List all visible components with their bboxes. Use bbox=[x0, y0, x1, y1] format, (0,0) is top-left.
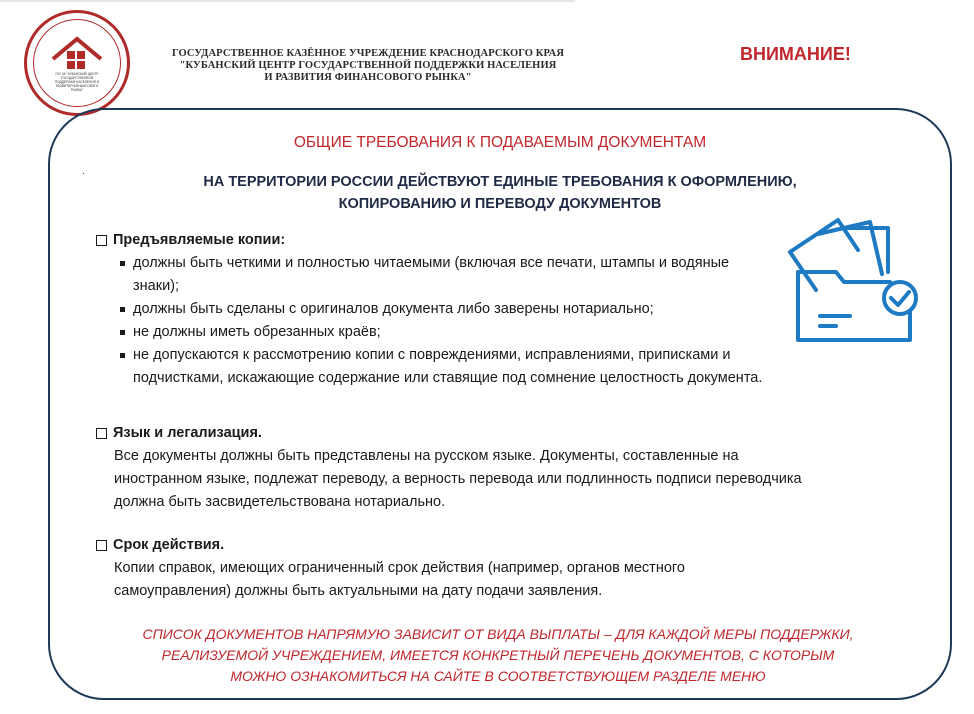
panel-dot: . bbox=[82, 166, 85, 177]
section-validity-text: Копии справок, имеющих ограниченный срок действия (например, органов местного самоуправления) должны быть актуальными на дату подачи заявления. bbox=[114, 560, 685, 599]
section-language-text: Все документы должны быть представлены на русском языке. Документы, составленные на иностранном языке, подлежат переводу, а верность перевода или подлинность подписи переводчика должна быть засвидетельствована нотариально. bbox=[114, 448, 802, 510]
organization-name bbox=[158, 48, 578, 84]
subtitle bbox=[100, 171, 900, 215]
subtitle-line-2: КОПИРОВАНИЮ И ПЕРЕВОДУ ДОКУМЕНТОВ bbox=[338, 196, 662, 212]
checkbox-icon bbox=[96, 428, 107, 439]
org-line-3: И РАЗВИТИЯ ФИНАНСОВОГО РЫНКА" bbox=[264, 72, 472, 83]
svg-text:ГКУ КК "КУБАНСКИЙ ЦЕНТР: ГКУ КК "КУБАНСКИЙ ЦЕНТР bbox=[55, 72, 99, 76]
footer-line-1: СПИСОК ДОКУМЕНТОВ НАПРЯМУЮ ЗАВИСИТ ОТ ВИДА ВЫПЛАТЫ – ДЛЯ КАЖДОЙ МЕРЫ ПОДДЕРЖКИ, bbox=[142, 626, 854, 642]
org-line-1: ГОСУДАРСТВЕННОЕ КАЗЁННОЕ УЧРЕЖДЕНИЕ КРАСНОДАРСКОГО КРАЯ bbox=[171, 48, 565, 59]
list-item: не должны иметь обрезанных краёв; bbox=[120, 321, 808, 344]
section-copies bbox=[96, 229, 808, 390]
section-language-heading bbox=[96, 422, 808, 445]
house-logo-icon bbox=[27, 13, 127, 113]
subtitle-line-1: НА ТЕРРИТОРИИ РОССИИ ДЕЙСТВУЮТ ЕДИНЫЕ ТРЕБОВАНИЯ К ОФОРМЛЕНИЮ, bbox=[203, 174, 797, 190]
documents-checkmark-icon bbox=[778, 212, 928, 352]
svg-text:РАЗВИТИЯ ФИНАНСОВОГО: РАЗВИТИЯ ФИНАНСОВОГО bbox=[55, 84, 99, 88]
checkbox-icon bbox=[96, 540, 107, 551]
svg-text:ГОСУДАРСТВЕННОЙ: ГОСУДАРСТВЕННОЙ bbox=[60, 76, 94, 80]
section-copies-heading bbox=[96, 229, 808, 252]
org-line-2: "КУБАНСКИЙ ЦЕНТР ГОСУДАРСТВЕННОЙ ПОДДЕРЖКИ НАСЕЛЕНИЯ bbox=[179, 60, 557, 71]
checkbox-icon bbox=[96, 235, 107, 246]
svg-text:ПОДДЕРЖКИ НАСЕЛЕНИЯ И: ПОДДЕРЖКИ НАСЕЛЕНИЯ И bbox=[54, 80, 100, 84]
attention-label: ВНИМАНИЕ! bbox=[740, 44, 851, 64]
footer-line-2: РЕАЛИЗУЕМОЙ УЧРЕЖДЕНИЕМ, ИМЕЕТСЯ КОНКРЕТНЫЙ ПЕРЕЧЕНЬ ДОКУМЕНТОВ, С КОТОРЫМ bbox=[161, 647, 835, 663]
footer-note bbox=[88, 624, 908, 687]
section-validity bbox=[96, 534, 776, 603]
section-language bbox=[96, 422, 808, 514]
list-item: должны быть четкими и полностью читаемыми (включая все печати, штампы и водяные знаки); bbox=[120, 252, 743, 298]
list-item: должны быть сделаны с оригиналов документа либо заверены нотариально; bbox=[120, 298, 808, 321]
list-item: не допускаются к рассмотрению копии с повреждениями, исправлениями, приписками и подчистками, искажающие содержание или ставящие под сомнение целостность документа. bbox=[120, 344, 801, 390]
section-validity-title: Срок действия. bbox=[113, 537, 225, 553]
copies-requirements-list bbox=[96, 252, 808, 390]
section-copies-title: Предъявляемые копии: bbox=[113, 232, 286, 248]
section-language-title: Язык и легализация. bbox=[113, 425, 262, 441]
svg-text:РЫНКА": РЫНКА" bbox=[70, 88, 84, 92]
organization-logo bbox=[24, 10, 130, 116]
footer-line-3: МОЖНО ОЗНАКОМИТЬСЯ НА САЙТЕ В СООТВЕТСТВУЮЩЕМ РАЗДЕЛЕ МЕНЮ bbox=[230, 668, 766, 684]
section-validity-heading bbox=[96, 534, 776, 557]
main-title: ОБЩИЕ ТРЕБОВАНИЯ К ПОДАВАЕМЫМ ДОКУМЕНТАМ bbox=[293, 134, 707, 151]
